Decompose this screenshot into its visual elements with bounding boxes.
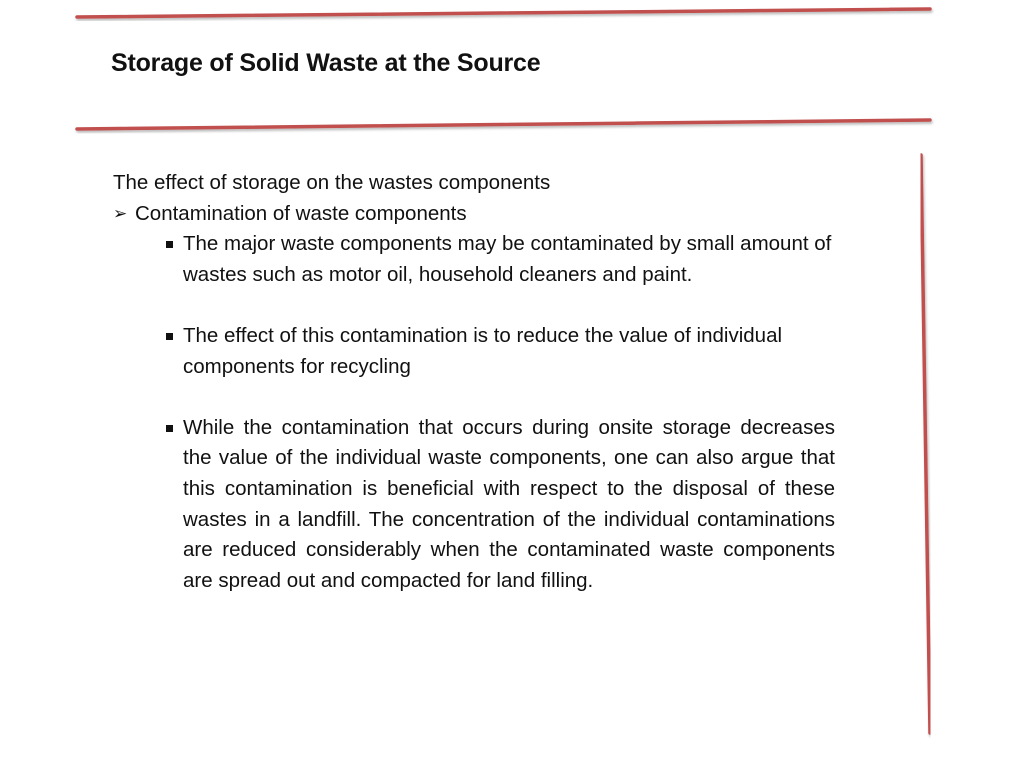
sub-bullet-text: The major waste components may be contaminated by small amount of wastes such as motor oil, household cleaners and paint. — [183, 232, 832, 286]
sub-bullet-list — [113, 229, 835, 596]
arrow-bullet-icon: ➢ — [113, 203, 128, 223]
square-bullet-icon — [166, 425, 173, 432]
level1-bullet-text: Contamination of waste components — [135, 201, 467, 225]
intro-line: The effect of storage on the wastes components — [113, 171, 551, 194]
sub-bullet-item — [165, 413, 835, 597]
slide-title: Storage of Solid Waste at the Source — [111, 49, 541, 77]
square-bullet-icon — [166, 333, 173, 340]
level1-bullet — [113, 199, 843, 230]
square-bullet-icon — [166, 241, 173, 248]
slide-body — [113, 168, 843, 596]
sub-bullet-text: While the contamination that occurs during onsite storage decreases the value of the individual waste components, one can also argue that this contamination is beneficial with respect to the disposal of these wastes in a landfill. The concentration of the individual contaminations are reduced considerably when the contaminated waste components are spread out and compacted for land filling. — [183, 415, 835, 592]
sub-bullet-item — [165, 229, 835, 290]
top-rule — [77, 9, 930, 17]
sub-bullet-item — [165, 321, 835, 382]
sub-bullet-text: The effect of this contamination is to reduce the value of individual components for recycling — [183, 323, 783, 378]
title-underline-rule — [77, 120, 930, 129]
right-vertical-rule — [921, 155, 930, 733]
